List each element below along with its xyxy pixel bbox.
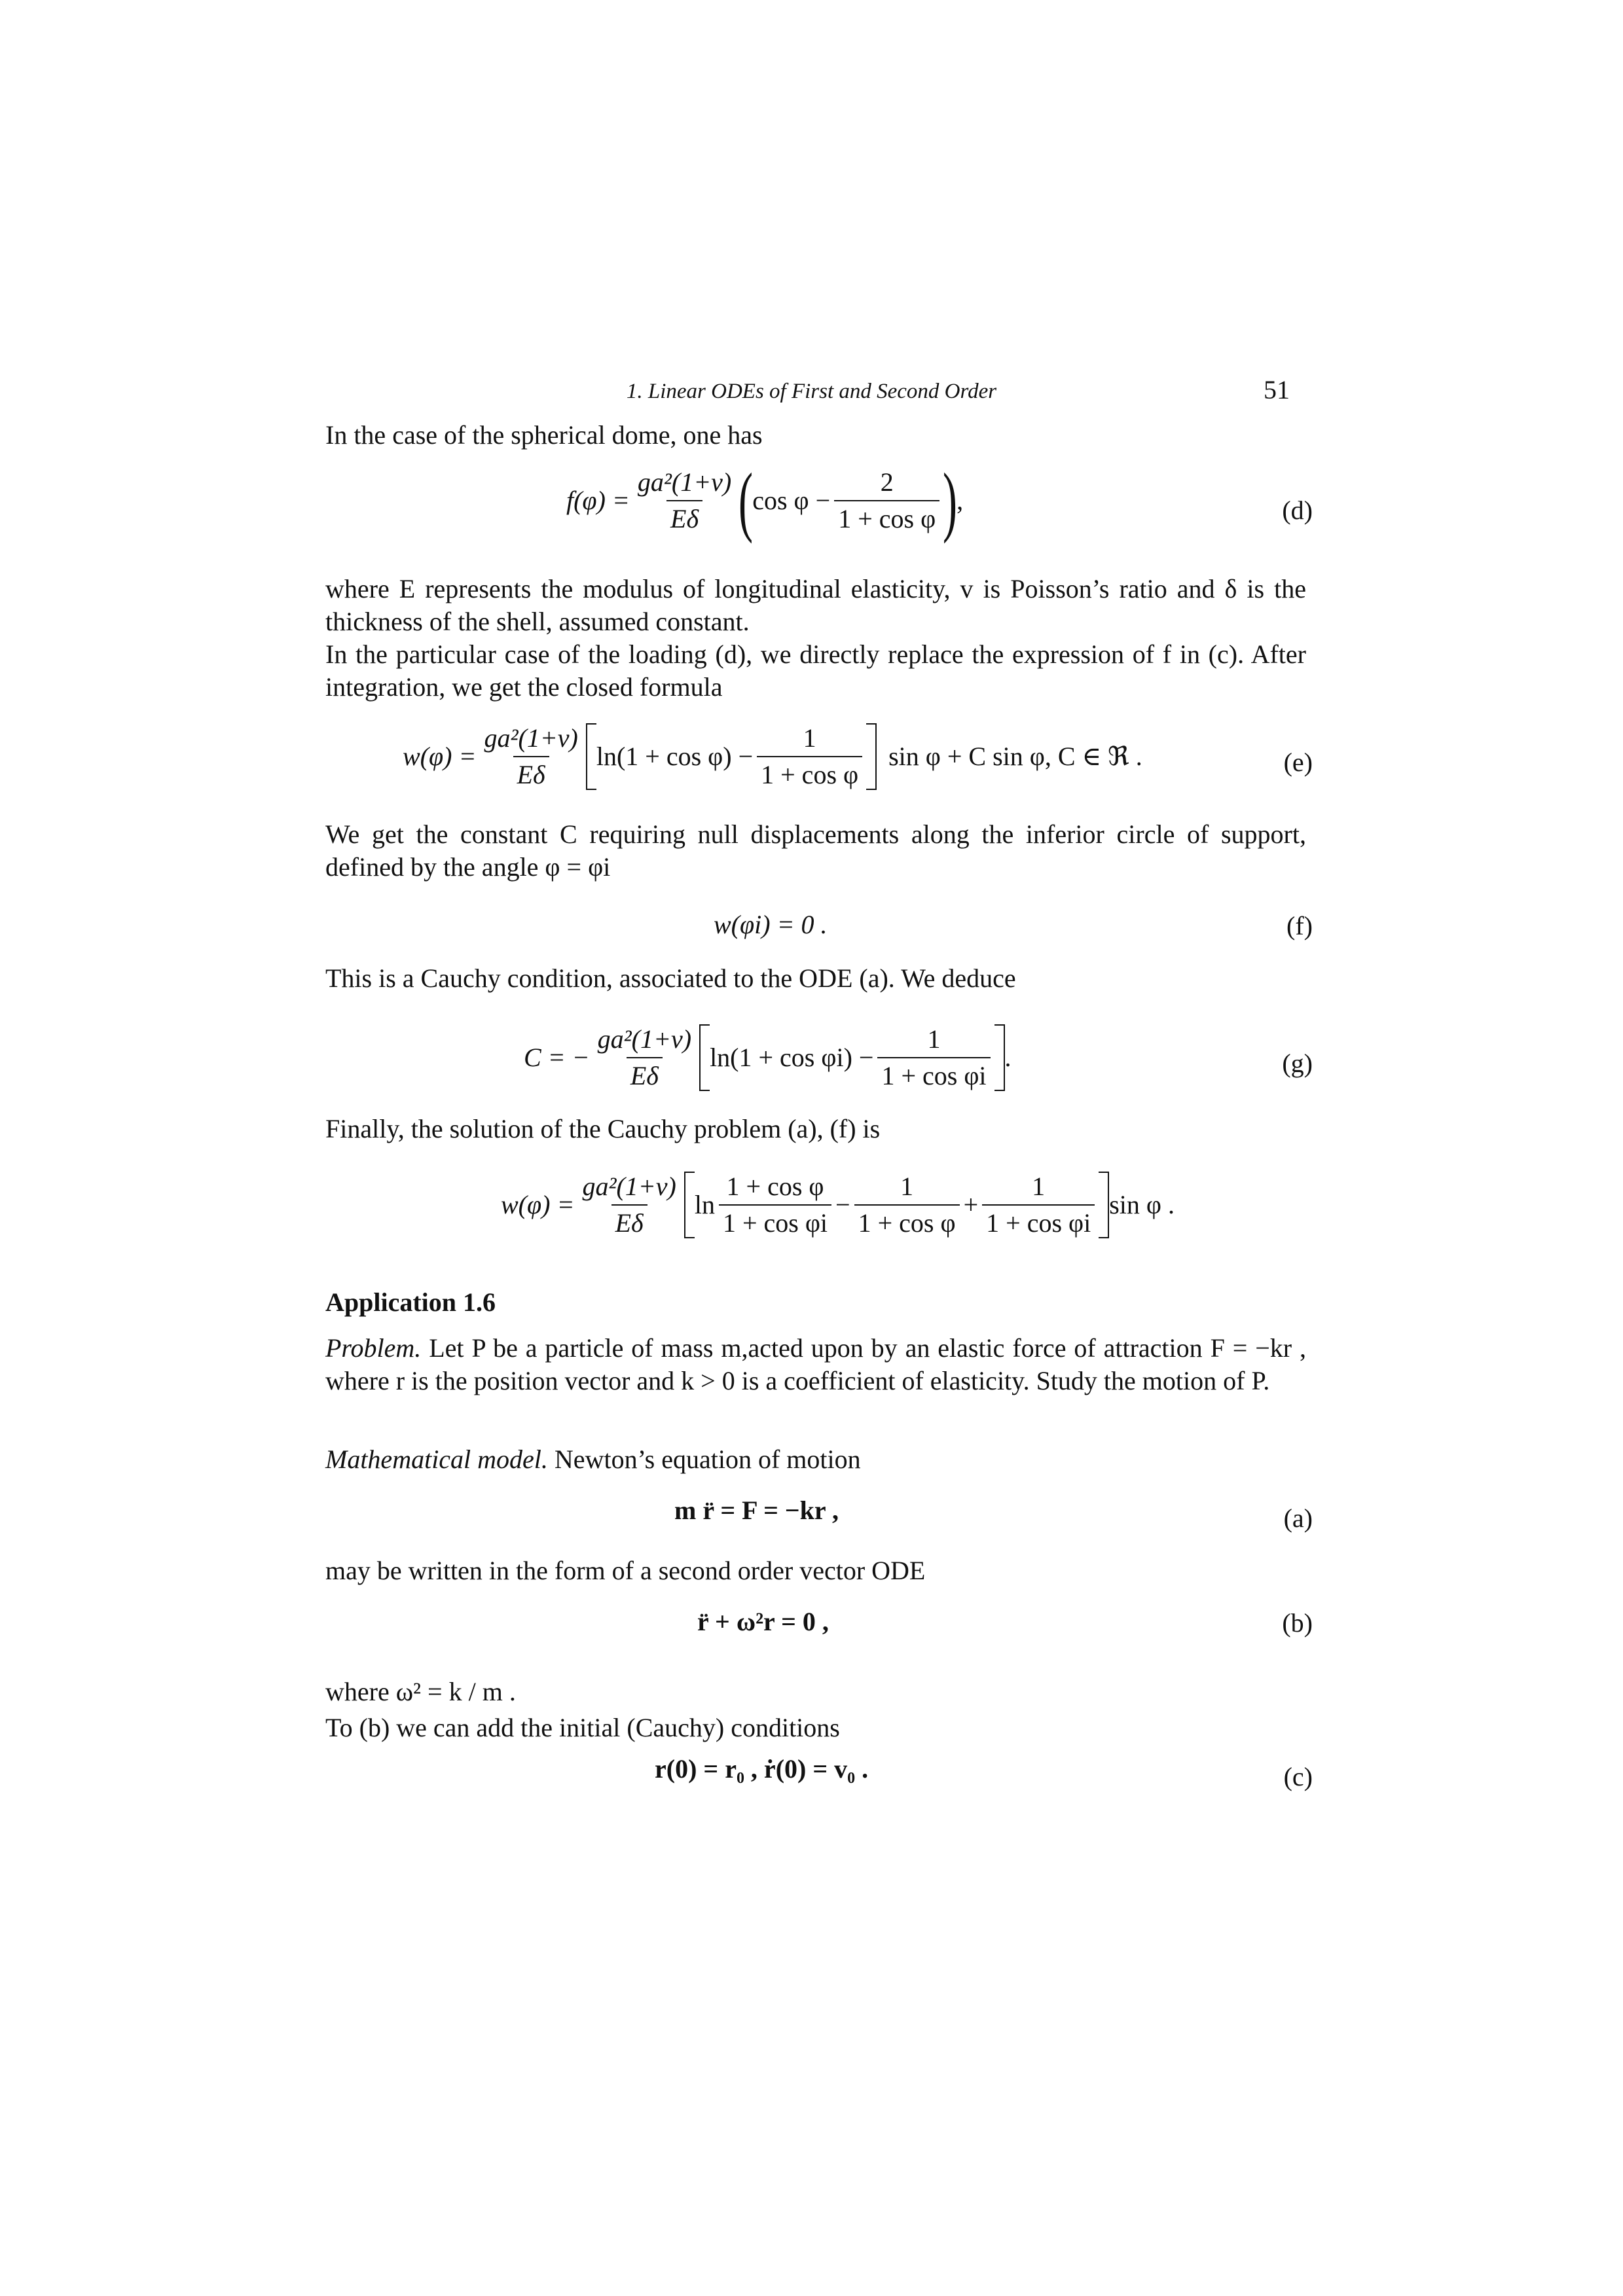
sol-den-3: 1 + cos φi [982,1204,1095,1238]
eq-d-tail: , [957,486,964,515]
eq-g-inner-denominator: 1 + cos φi [877,1057,990,1091]
sol-den-1: 1 + cos φi [719,1204,831,1238]
equation-label-b: (b) [1282,1608,1313,1638]
sol-den-2: 1 + cos φ [854,1204,960,1238]
running-header: 1. Linear ODEs of First and Second Order [626,380,997,403]
eq-d-fraction [634,467,735,534]
paragraph-cauchy-condition: This is a Cauchy condition, associated to the ODE (a). We deduce [325,963,1016,993]
sol-minus: − [835,1190,850,1219]
eq-e-inner-numerator: 1 [803,723,816,753]
eq-g-inner-fraction [877,1024,990,1091]
equation-g [524,1024,1012,1091]
equation-label-d: (d) [1282,495,1313,525]
paragraph-loading: In the particular case of the loading (d), we directly replace the expression of f in (c). After integration, we get the closed formula [325,639,1306,702]
equation-c: r(0) = r₀ , ṙ(0) = v₀ . [655,1754,869,1784]
eq-g-numerator: ga²(1+ν) [597,1024,692,1054]
right-bracket [866,723,877,790]
sol-fraction [578,1172,680,1238]
equation-label-f: (f) [1286,911,1313,941]
eq-e-lhs: w(φ) = [403,742,477,771]
sol-fraction-3 [982,1172,1095,1238]
paragraph-model [325,1443,1306,1476]
sol-num-1: 1 + cos φ [726,1172,824,1201]
eq-d-inner-denominator: 1 + cos φ [834,500,939,534]
left-bracket [684,1172,695,1238]
paragraph-elasticity: where E represents the modulus of longitudinal elasticity, v is Poisson’s ratio and δ is the thickness of the shell, assumed constant. [325,574,1306,636]
eq-e-inner-fraction [757,723,862,790]
sol-num-2: 1 [900,1172,914,1201]
right-bracket [1099,1172,1109,1238]
equation-label-g: (g) [1282,1049,1313,1078]
problem-label: Problem. [325,1333,422,1363]
paragraph-problem [325,1332,1306,1397]
eq-e-numerator: ga²(1+ν) [484,723,578,753]
problem-text: Let P be a particle of mass m,acted upon by an elastic force of attraction F = −kr , where r is the position vector and k > 0 is a coefficient of elasticity. Study the motion of P. [325,1333,1306,1395]
equation-solution [501,1172,1175,1238]
right-paren: ) [943,457,958,544]
model-label: Mathematical model. [325,1444,548,1474]
eq-g-denominator: Eδ [627,1057,663,1091]
paragraph-finally: Finally, the solution of the Cauchy problem (a), (f) is [325,1114,881,1143]
paragraph-initial-conditions: To (b) we can add the initial (Cauchy) conditions [325,1713,840,1742]
eq-d-inner-term: cos φ − [752,486,831,515]
eq-e-tail: sin φ + C sin φ, C ∈ ℜ . [888,742,1142,771]
eq-e-fraction [480,723,581,790]
equation-b: r̈ + ω²r = 0 , [697,1607,829,1636]
equation-d [566,457,964,544]
section-heading: Application 1.6 [325,1287,496,1317]
eq-e-inner-denominator: 1 + cos φ [757,756,862,790]
sol-fraction-2 [854,1172,960,1238]
equation-label-c: (c) [1283,1762,1313,1791]
page-number: 51 [1264,375,1290,404]
left-paren: ( [739,457,754,544]
paragraph-spherical-dome: In the case of the spherical dome, one has [325,420,763,450]
eq-g-tail: . [1004,1043,1012,1072]
paragraph-vector-ode: may be written in the form of a second order vector ODE [325,1556,926,1585]
right-bracket [994,1024,1005,1091]
equation-e [403,723,1142,790]
equation-label-e: (e) [1283,747,1313,777]
sol-numerator: ga²(1+ν) [582,1172,676,1201]
sol-num-3: 1 [1032,1172,1046,1201]
sol-fraction-1 [719,1172,831,1238]
sol-denominator: Eδ [611,1204,647,1238]
model-text: Newton’s equation of motion [547,1444,861,1474]
equation-label-a: (a) [1283,1503,1313,1533]
eq-d-lhs: f(φ) = [566,486,630,515]
eq-g-lhs: C = − [524,1043,590,1072]
equation-a: m r̈ = F = −kr , [674,1496,839,1525]
eq-g-inner-term: ln(1 + cos φi) − [710,1043,874,1072]
sol-lhs: w(φ) = [501,1190,575,1219]
paragraph-constant-c: We get the constant C requiring null displacements along the inferior circle of support, defined by the angle φ = φi [325,819,1306,882]
left-bracket [699,1024,710,1091]
equation-f: w(φi) = 0 . [714,910,828,939]
eq-d-numerator: ga²(1+ν) [637,467,732,497]
sol-tail: sin φ . [1109,1190,1175,1219]
eq-g-fraction [594,1024,695,1091]
sol-ln: ln [694,1190,715,1219]
sol-plus: + [963,1190,979,1219]
eq-e-inner-term: ln(1 + cos φ) − [596,742,754,771]
eq-d-inner-numerator: 2 [880,467,894,497]
left-bracket [586,723,596,790]
eq-d-inner-fraction [834,467,939,534]
eq-d-denominator: Eδ [666,500,702,534]
eq-g-inner-numerator: 1 [927,1024,941,1054]
paragraph-omega: where ω² = k / m . [325,1677,516,1706]
eq-e-denominator: Eδ [513,756,549,790]
